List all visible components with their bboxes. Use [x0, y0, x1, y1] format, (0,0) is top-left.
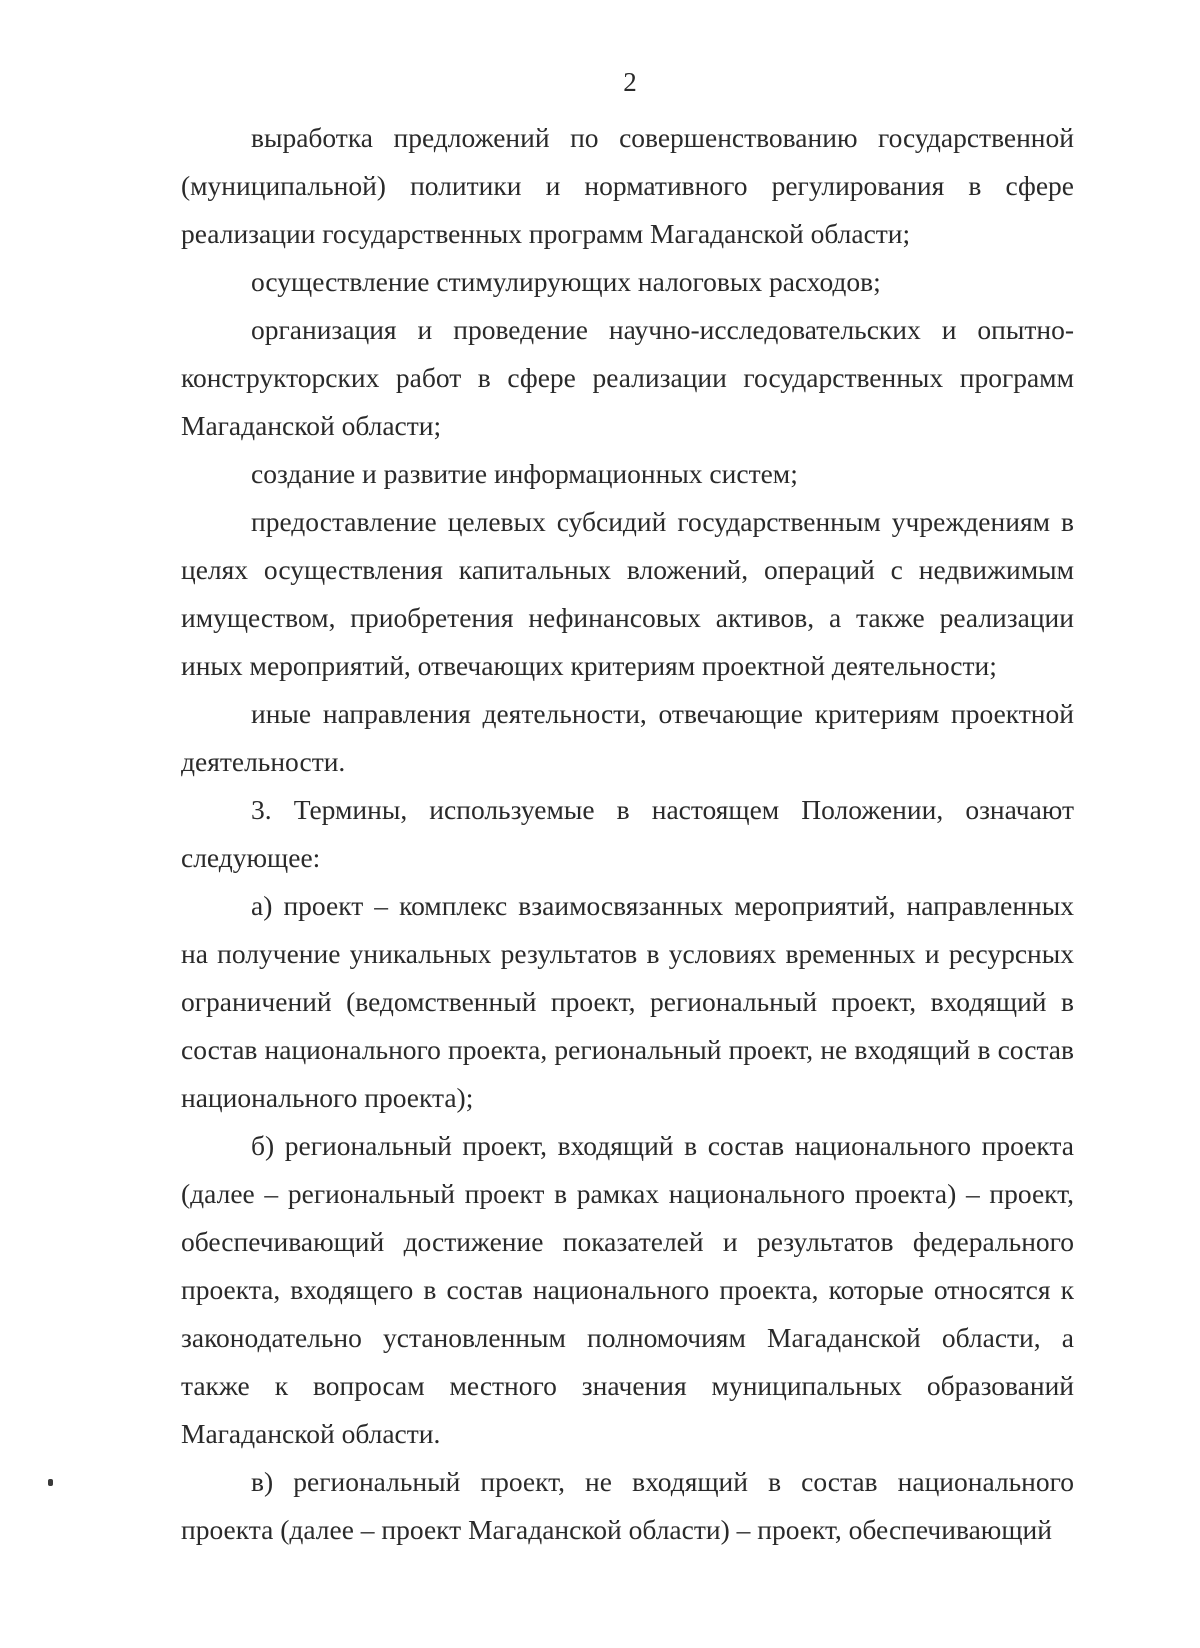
paragraph-target-subsidies: предоставление целевых субсидий государственным учреждениям в целях осуществления капитальных вложений, операций с недвижимым имуществом, приобретения нефинансовых активов, а также реализации иных мероприятий, отвечающих критериям проектной деятельности;: [181, 506, 1074, 681]
paragraph-term-project: а) проект – комплекс взаимосвязанных мероприятий, направленных на получение уникальных результатов в условиях временных и ресурсных ограничений (ведомственный проект, региональный проект, входящий в состав национального проекта, региональный проект, не входящий в состав национального проекта);: [181, 890, 1074, 1113]
paragraph-policy-proposals: выработка предложений по совершенствованию государственной (муниципальной) политики и нормативного регулирования в сфере реализации государственных программ Магаданской области;: [181, 122, 1074, 249]
scan-dot-mark: [48, 1479, 53, 1486]
paragraph-tax-expenditures: осуществление стимулирующих налоговых расходов;: [251, 266, 881, 297]
paragraph-information-systems: создание и развитие информационных систем;: [251, 458, 798, 489]
paragraph-term-regional-non-national: в) региональный проект, не входящий в состав национального проекта (далее – проект Магаданской области) – проект, обеспечивающий: [181, 1466, 1074, 1545]
paragraph-other-directions: иные направления деятельности, отвечающие критериям проектной деятельности.: [181, 698, 1074, 777]
page-number: 2: [623, 67, 637, 97]
paragraph-term-regional-national: б) региональный проект, входящий в состав национального проекта (далее – региональный проект в рамках национального проекта) – проект, обеспечивающий достижение показателей и результатов федерального проекта, входящего в состав национального проекта, которые относятся к законодательно установленным полномочиям Магаданской области, а также к вопросам местного значения муниципальных образований Магаданской области.: [181, 1130, 1074, 1449]
paragraph-research-works: организация и проведение научно-исследовательских и опытно-конструкторских работ в сфере реализации государственных программ Магаданской области;: [181, 314, 1074, 441]
document-body: [181, 114, 1074, 1554]
paragraph-terms-intro: 3. Термины, используемые в настоящем Положении, означают следующее:: [181, 794, 1074, 873]
